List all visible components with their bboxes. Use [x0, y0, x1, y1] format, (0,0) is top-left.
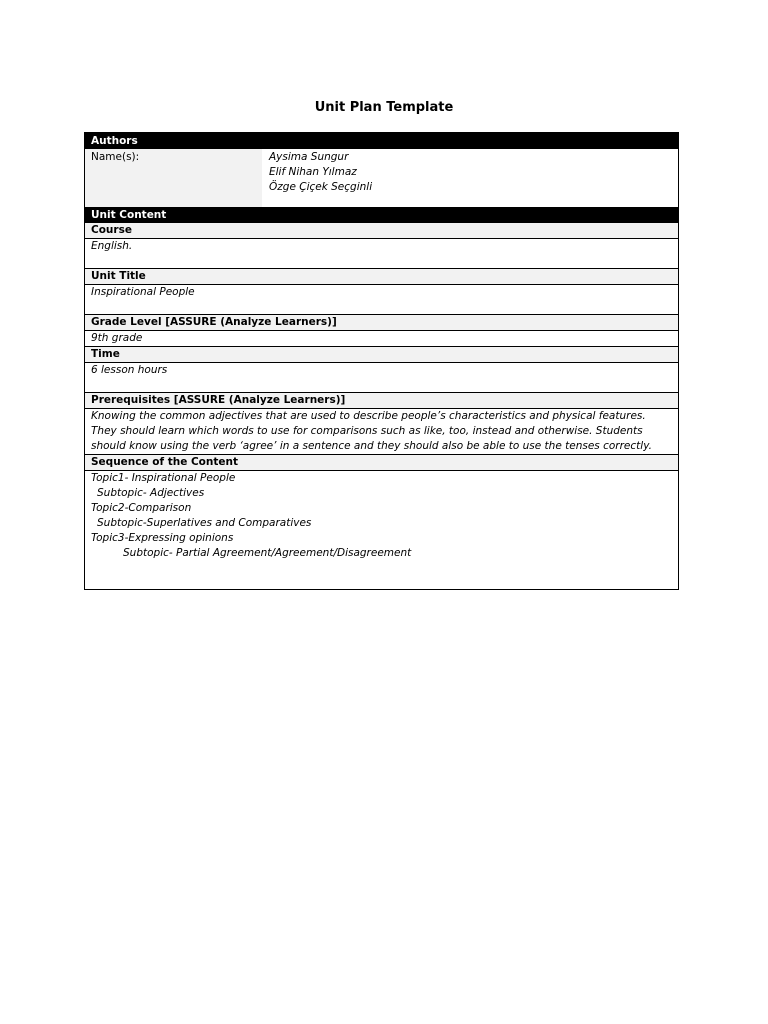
document-title: Unit Plan Template	[314, 100, 454, 115]
unit-title-label: Unit Title	[85, 269, 678, 285]
sequence-label: Sequence of the Content	[85, 455, 678, 471]
sequence-topic: Topic2-Comparison	[91, 502, 192, 514]
grade-level-value: 9th grade	[85, 331, 678, 347]
sequence-subtopic: Subtopic- Adjectives	[97, 487, 205, 499]
prerequisites-label: Prerequisites [ASSURE (Analyze Learners)]	[85, 393, 678, 409]
author-names	[262, 149, 678, 207]
author-name: Aysima Sungur	[269, 151, 349, 163]
time-value: 6 lesson hours	[85, 363, 678, 393]
grade-level-label: Grade Level [ASSURE (Analyze Learners)]	[85, 315, 678, 331]
time-label: Time	[85, 347, 678, 363]
sequence-topic: Topic1- Inspirational People	[91, 472, 236, 484]
names-label: Name(s):	[85, 149, 262, 207]
authors-row	[85, 149, 678, 207]
author-name: Özge Çiçek Seçginli	[269, 181, 373, 193]
course-value: English.	[85, 239, 678, 269]
sequence-subtopic: Subtopic- Partial Agreement/Agreement/Disagreement	[123, 547, 412, 559]
prerequisites-value: Knowing the common adjectives that are used to describe people’s characteristics and physical features. They should learn which words to use for comparisons such as like, too, instead and otherwise. Students should know using the verb ‘agree’ in a sentence and they should also be able to use the tenses correctly.	[85, 409, 678, 455]
unit-plan-table	[84, 132, 679, 590]
sequence-subtopic: Subtopic-Superlatives and Comparatives	[97, 517, 312, 529]
authors-header: Authors	[85, 133, 678, 149]
unit-title-value: Inspirational People	[85, 285, 678, 315]
sequence-topic: Topic3-Expressing opinions	[91, 532, 234, 544]
course-label: Course	[85, 223, 678, 239]
sequence-content	[85, 471, 678, 589]
unit-content-header: Unit Content	[85, 207, 678, 223]
author-name: Elif Nihan Yılmaz	[269, 166, 357, 178]
